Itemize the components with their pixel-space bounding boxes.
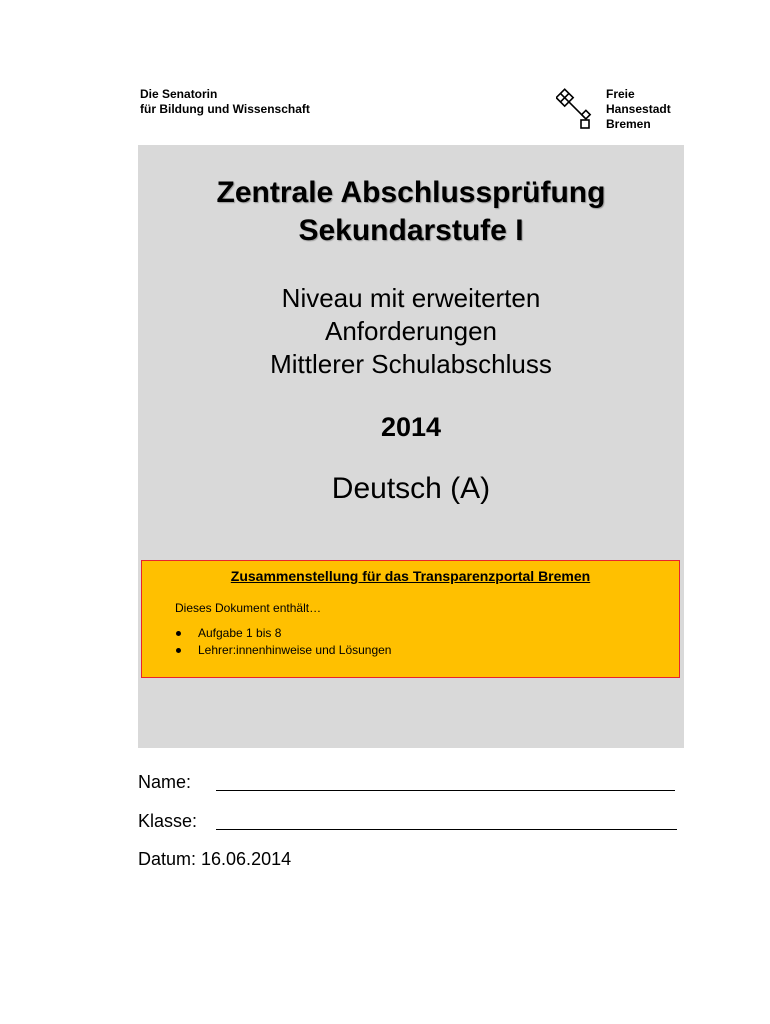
bremen-key-icon [556, 86, 596, 132]
notice-title: Zusammenstellung für das Transparenzportal Bremen [230, 568, 591, 584]
klasse-blank-line[interactable] [216, 829, 677, 830]
klasse-field[interactable] [138, 810, 197, 832]
issuer-block [140, 87, 310, 117]
list-item [175, 642, 391, 659]
level-line-2: Anforderungen [324, 316, 498, 346]
level-line-1: Niveau mit erweiterten [281, 283, 541, 313]
state-line-3: Bremen [606, 117, 651, 131]
exam-year: 2014 [380, 412, 442, 442]
notice-intro: Dieses Dokument enthält… [175, 601, 322, 615]
state-line-1: Freie [606, 87, 635, 101]
bullet-icon [176, 631, 181, 636]
state-block [606, 87, 671, 132]
exam-title-line-2: Sekundarstufe I [298, 214, 524, 247]
list-item-text: Lehrer:innenhinweise und Lösungen [198, 643, 392, 657]
name-label: Name: [138, 772, 192, 792]
level-line-3: Mittlerer Schulabschluss [270, 349, 552, 379]
notice-box [141, 560, 680, 678]
state-line-2: Hansestadt [606, 102, 671, 116]
name-blank-line[interactable] [216, 790, 675, 791]
exam-subject: Deutsch (A) [331, 472, 491, 505]
datum-text: Datum: 16.06.2014 [138, 849, 292, 869]
list-item-text: Aufgabe 1 bis 8 [198, 626, 282, 640]
issuer-line-1: Die Senatorin [140, 87, 218, 101]
exam-title-line-1: Zentrale Abschlussprüfung [216, 176, 606, 209]
klasse-label: Klasse: [138, 811, 198, 831]
issuer-line-2: für Bildung und Wissenschaft [140, 102, 310, 116]
bullet-icon [176, 648, 181, 653]
name-field[interactable] [138, 771, 191, 793]
datum-field [138, 848, 291, 870]
list-item [175, 625, 391, 642]
notice-list [175, 625, 391, 659]
